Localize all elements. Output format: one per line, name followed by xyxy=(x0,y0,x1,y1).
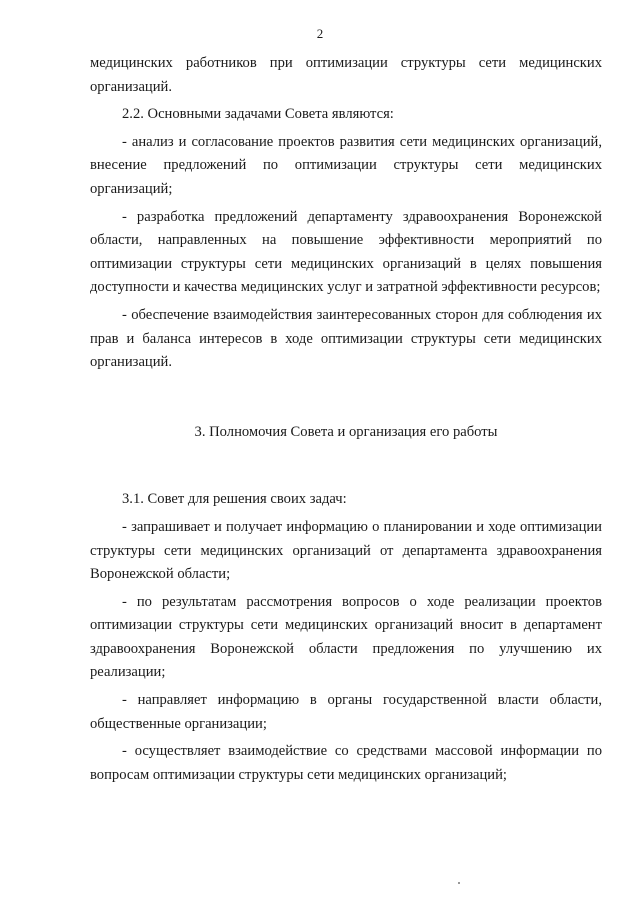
paragraph: - направляет информацию в органы государственной власти области, общественные организации; xyxy=(90,692,602,732)
paragraph: 3.1. Совет для решения своих задач: xyxy=(122,491,347,508)
paragraph: - анализ и согласование проектов развития сети медицинских организаций, внесение предложений по оптимизации структуры сети медицинских организаций; xyxy=(90,133,602,197)
paragraph: медицинских работников при оптимизации структуры сети медицинских организаций. xyxy=(90,55,602,95)
paragraph: - по результатам рассмотрения вопросов о ходе реализации проектов оптимизации структуры сети медицинских организаций вносит в департамент здравоохранения Воронежской области предложения по улучшению их реализации; xyxy=(90,593,602,681)
paragraph: 2.2. Основными задачами Совета являются: xyxy=(122,106,394,123)
section-heading: 3. Полномочия Совета и организация его работы xyxy=(194,423,498,440)
scan-speck xyxy=(458,882,460,884)
paragraph: - запрашивает и получает информацию о планировании и ходе оптимизации структуры сети медицинских организаций от департамента здравоохранения Воронежской области; xyxy=(90,518,602,583)
paragraph: - обеспечение взаимодействия заинтересованных сторон для соблюдения их прав и баланса интересов в ходе оптимизации структуры сети медицинских организаций. xyxy=(90,306,602,371)
section-3-text xyxy=(90,488,602,787)
document-body xyxy=(90,52,602,791)
section-2-text xyxy=(90,52,602,375)
paragraph: - разработка предложений департаменту здравоохранения Воронежской области, направленных на повышение эффективности мероприятий по оптимизации структуры сети медицинских организаций в целях повышения доступности и качества медицинских услуг и затратной эффективности ресурсов; xyxy=(90,208,602,296)
page-number: 2 xyxy=(316,26,324,41)
paragraph: - осуществляет взаимодействие со средствами массовой информации по вопросам оптимизации структуры сети медицинских организаций; xyxy=(90,743,602,783)
